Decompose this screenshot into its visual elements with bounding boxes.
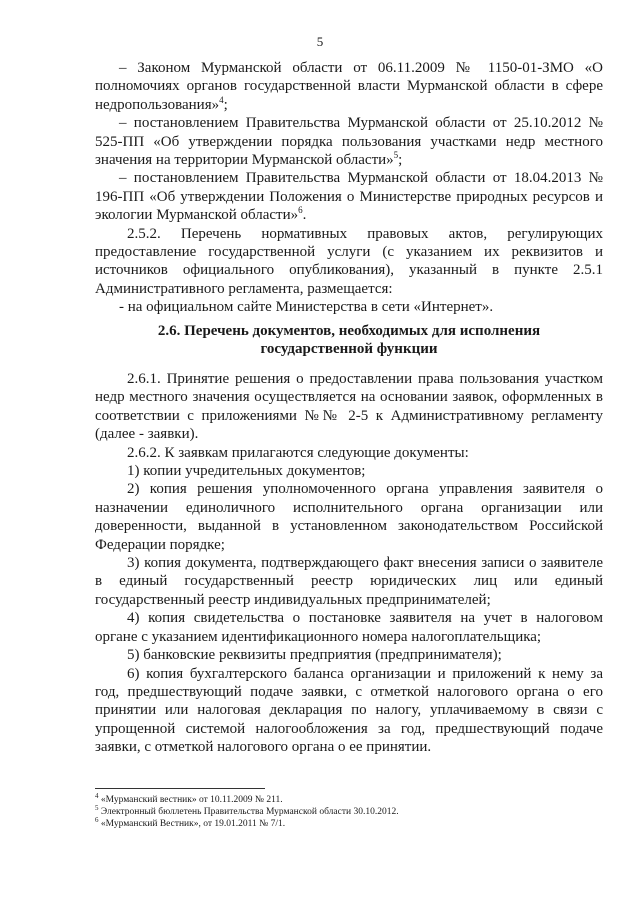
section-heading	[95, 322, 603, 359]
list-item-resolution-525: – постановлением Правительства Мурманской области от 25.10.2012 № 525-ПП «Об утверждении порядка пользования участками недр местного значения на территории Мурманской области»$^5$;	[95, 115, 603, 169]
footnote: $^4$ «Мурманский вестник» от 10.11.2009 № 211.	[95, 791, 283, 805]
footnote: $^6$ «Мурманский Вестник», от 19.01.2011 № 7/1.	[95, 815, 286, 829]
document-item: 3) копия документа, подтверждающего факт внесения записи о заявителе в единый государственный реестр юридических лиц или единый государственный реестр индивидуальных предпринимателей;	[95, 555, 603, 608]
list-item-resolution-196: – постановлением Правительства Мурманской области от 18.04.2013 № 196-ПП «Об утверждении Положения о Министерстве природных ресурсов и экологии Мурманской области»$^6$.	[95, 170, 603, 224]
document-item: 4) копия свидетельства о постановке заявителя на учет в налоговом органе с указанием идентификационного номера налогоплательщика;	[95, 610, 603, 645]
footnote-ref: 6	[298, 205, 303, 216]
document-item: 5) банковские реквизиты предприятия (предпринимателя);	[127, 647, 502, 664]
paragraph-2-5-2: 2.5.2. Перечень нормативных правовых актов, регулирующих предоставление государственной услуги (с указанием их реквизитов и источников официального опубликования), указанный в пункте 2.5.1 Административного регламента, размещается:	[95, 225, 603, 297]
footnote-ref: 4	[219, 94, 224, 105]
legal-acts-list	[95, 59, 603, 317]
footnote: $^5$ Электронный бюллетень Правительства Мурманской области 30.10.2012.	[95, 803, 399, 817]
section-heading-line1: 2.6. Перечень документов, необходимых для исполнения	[157, 323, 541, 339]
paragraph-2-5-2-item: - на официальном сайте Министерства в сети «Интернет».	[119, 299, 494, 316]
paragraph-2-6-2: 2.6.2. К заявкам прилагаются следующие документы:	[127, 444, 469, 461]
list-item-law: – Законом Мурманской области от 06.11.2009 № 1150-01-ЗМО «О полномочиях органов государственной власти Мурманской области в сфере недропользования»$^4$;	[95, 60, 603, 113]
section-2-6-body	[95, 370, 603, 757]
document-item: 6) копия бухгалтерского баланса организации и приложений к нему за год, предшествующий подаче заявки, с отметкой налогового органа о его принятии или налоговая декларация по налогу, уплачиваемому в связи с упрощенной системой налогообложения за год, предшествующий подаче заявки, с отметкой налогового органа о ее принятии.	[95, 665, 603, 756]
document-item: 2) копия решения уполномоченного органа управления заявителя о назначении единоличного исполнительного органа организации или доверенности, выданной в установленном законодательством Российской Федерации порядке;	[95, 481, 603, 553]
section-heading-line2: государственной функции	[260, 341, 438, 358]
footnotes	[95, 791, 603, 830]
footnote-separator	[95, 788, 265, 789]
paragraph-2-6-1: 2.6.1. Принятие решения о предоставлении права пользования участком недр местного значения осуществляется на основании заявок, оформленных в соответствии с приложениями №№ 2-5 к Административному регламенту (далее - заявки).	[95, 371, 603, 443]
footnote-ref: 5	[393, 150, 399, 161]
document-item: 1) копии учредительных документов;	[127, 463, 366, 480]
page-number: 5	[316, 34, 324, 49]
